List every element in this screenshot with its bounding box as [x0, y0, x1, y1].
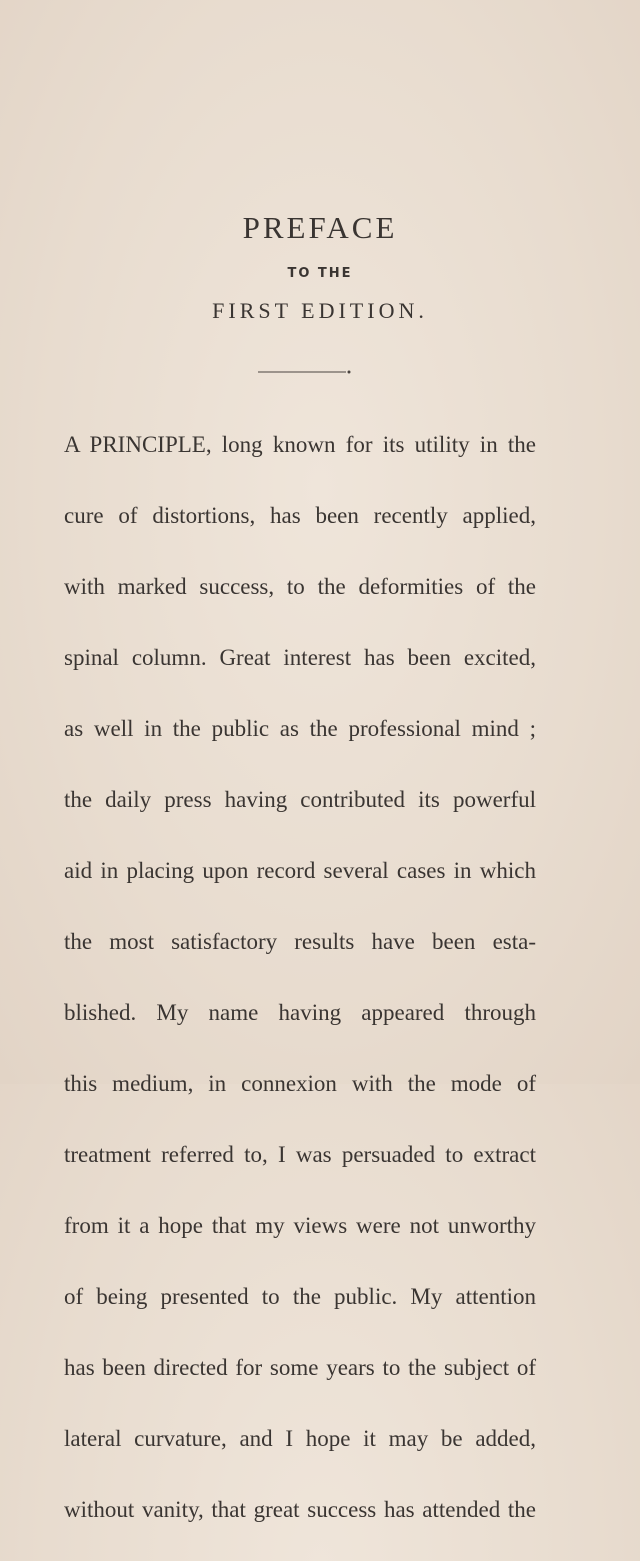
text-line: blished. My name having appeared through — [64, 1000, 536, 1025]
subtitle-to-the: TO THE — [287, 266, 353, 281]
text-line: A PRINCIPLE, long known for its utility in the — [64, 432, 536, 457]
text-line: the daily press having contributed its powerful — [64, 787, 536, 812]
preface-body — [64, 425, 536, 1561]
decorative-rule — [258, 370, 352, 374]
text-line: as well in the public as the professional mind ; — [64, 716, 536, 741]
text-line: from it a hope that my views were not unworthy — [64, 1213, 536, 1238]
text-line: this medium, in connexion with the mode of — [64, 1071, 536, 1096]
text-line: the most satisfactory results have been esta- — [64, 929, 536, 954]
subtitle-edition: FIRST EDITION. — [212, 298, 428, 323]
text-line: cure of distortions, has been recently applied, — [64, 503, 536, 528]
text-line: aid in placing upon record several cases in which — [64, 858, 536, 883]
text-line: of being presented to the public. My attention — [64, 1284, 536, 1309]
text-line: with marked success, to the deformities of the — [64, 574, 536, 599]
text-line: has been directed for some years to the subject of — [64, 1355, 536, 1380]
text-line: lateral curvature, and I hope it may be added, — [64, 1426, 536, 1451]
page-title: PREFACE — [242, 210, 398, 245]
text-line: treatment referred to, I was persuaded to extract — [64, 1142, 536, 1167]
text-line: without vanity, that great success has attended the — [64, 1497, 536, 1522]
text-line: spinal column. Great interest has been excited, — [64, 645, 536, 670]
